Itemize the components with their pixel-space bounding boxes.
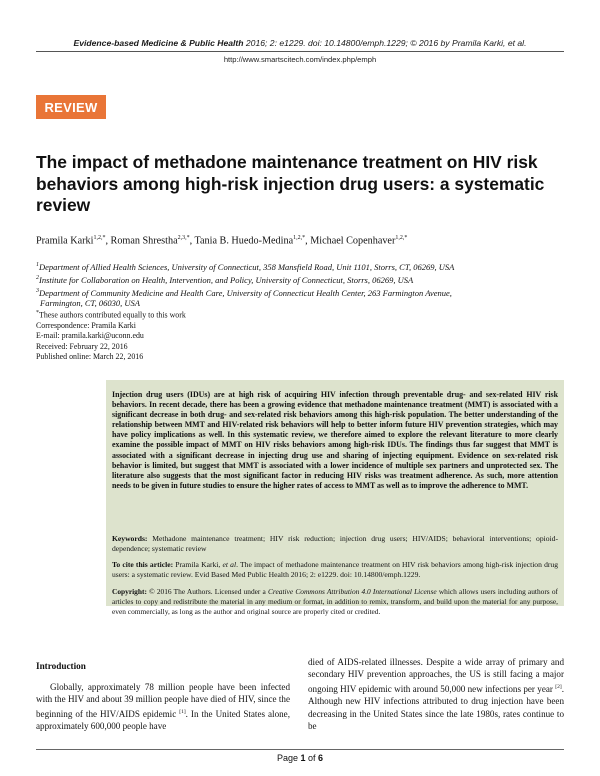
header-divider [36,51,564,52]
paragraph-text: died of AIDS-related illnesses. Despite a wide array of primary and secondary HIV prevention approaches, the US is still facing a major ongoing HIV epidemic with around 50,000 new infections per year [308,657,564,694]
page-total: 6 [318,753,324,763]
author-affil: 1,2,* [93,235,106,241]
author-list: Pramila Karki$^{1,2,*}$, Roman Shrestha$^{2,3,*}$, Tania B. Huedo-Medina$^{1,2,*}$, Michael Copenhaver$^{1,2,*}$ [36,235,408,247]
published-date: Published online: March 22, 2016 [36,351,144,361]
copyright-post: which allows users including authors of articles to copy and redistribute the material in any medium or format, in addition to remix, transform, and build upon the material for any purpose, even commercially, as long as the author and original source are properly cited or credited. [112,587,558,616]
affiliation-number: 3 [36,287,39,294]
copyright-block [112,587,558,616]
cite-etal: et al [222,560,237,569]
affiliation-number: 2 [36,274,39,281]
reference-marker[interactable]: [2] [555,683,562,690]
author-affil: 1,2,* [293,235,306,241]
affiliation-text: Department of Community Medicine and Health Care, University of Connecticut Health Center, 263 Farmington Avenue, [39,287,452,298]
equal-contribution-text: These authors contributed equally to this work [39,310,186,320]
page-current: 1 [300,753,306,763]
paragraph-text: Globally, approximately 78 million people have been infected with the HIV and about 39 million people have died of HIV, since the beginning of the HIV/AIDS epidemic [36,682,290,719]
paragraph-text: . Although new HIV infections attributed to drug injection have been decreasing in the United States since the late 1980s, rates continue to be [308,683,564,732]
author-name: Pramila Karki [36,235,94,247]
keywords-label: Keywords: [112,534,148,543]
page-of: of [305,753,319,763]
affiliation [36,260,556,273]
keywords-text: Methadone maintenance treatment; HIV risk reduction; injection drug users; HIV/AIDS; behavioral interventions; opioid-dependence; systematic review [112,534,558,554]
affiliation [36,286,556,299]
article-title: The impact of methadone maintenance treatment on HIV risk behaviors among high-risk injection drug users: a systematic review [36,152,545,215]
affiliation-text: Institute for Collaboration on Health, Intervention, and Policy, University of Connecticut, Storrs, 06269, USA [39,274,414,285]
journal-etal: et al. [507,38,527,48]
paragraph [308,656,564,732]
body-column-left [36,681,290,733]
footer-divider [36,749,564,750]
page-number [0,753,600,763]
journal-name: Evidence-based Medicine & Public Health [73,38,244,48]
article-type-badge: REVIEW [36,95,106,119]
cite-pre: Pramila Karki, [173,560,223,569]
copyright-label: Copyright: [112,587,147,596]
reference-marker[interactable]: [1] [179,708,186,715]
journal-citation: 2016; 2: e1229. doi: 10.14800/emph.1229; © 2016 by Pramila Karki, [243,38,508,48]
cite-label: To cite this article: [112,560,174,569]
affiliation-text: Farmington, CT, 06030, USA [40,298,140,309]
journal-header [0,38,600,48]
abstract-text: Injection drug users (IDUs) are at high risk of acquiring HIV infection through preventable drug- and sex-related HIV risk behaviors. In recent decade, there has been a growing evidence that methadone maintenance treatment (MMT) is associated with a significant decrease in both drug- and sex-related risk behaviors among this high-risk population. The better understanding of the relationship between MMT and HIV-related risk behaviors will help to better inform future HIV prevention strategies, which may have policy implications as well. In this systematic review, we therefore aimed to explore the relevant literature to more clearly examine the possible impact of MMT on HIV risks behaviors among high-risk IDUs. The findings thus far suggest that MMT is associated with a significant decrease in injecting drug use and sharing of injecting equipment. Evidence on sex-related risk behavior is limited, but suggest that MMT is associated with a lower incidence of multiple sex partners and unprotected sex. The literature also suggests that the most significant factor in reducing HIV risks was treatment adherence. As such, more attention needs to be given in future studies to ensure the higher rates of access to MMT as well as to improve the adherence to MMT. [112,390,558,490]
email[interactable]: E-mail: pramila.karki@uconn.edu [36,331,144,341]
affiliation-text: Department of Allied Health Sciences, University of Connecticut, 358 Mansfield Road, Unit 1101, Storrs, CT, 06269, USA [39,261,455,272]
journal-url[interactable]: http://www.smartscitech.com/index.php/emph [223,55,377,64]
author-name: Tania B. Huedo-Medina [194,235,294,247]
paragraph-text: . In the United States alone, approximately 600,000 people have [36,708,290,732]
equal-contribution-note: *These authors contributed equally to this work [36,310,186,320]
copyright-pre: © 2016 The Authors. Licensed under a [146,587,268,596]
page-label: Page [276,753,301,763]
affiliations [36,260,556,309]
section-heading: Introduction [36,661,86,671]
author-name: Michael Copenhaver [310,235,396,247]
cite-post: . The impact of methadone maintenance treatment on HIV risk behaviors among high-risk injection drug users: a systematic review. Evid Based Med Public Health 2016; 2: e1229. doi: 10.14800/emph.1229. [112,560,558,580]
author-affil: 1,2,* [395,235,408,241]
license-link[interactable]: Creative Commons Attribution 4.0 International License [267,587,437,596]
correspondence: Correspondence: Pramila Karki [36,320,136,330]
received-date: Received: February 22, 2016 [36,341,128,351]
paragraph [36,681,290,733]
author-name: Roman Shrestha [110,235,178,247]
article-meta [36,308,436,362]
affiliation-number: 1 [36,262,39,268]
affiliation [36,273,556,286]
author-affil: 2,3,* [177,235,190,241]
keywords [112,534,558,554]
citation-block [112,560,558,580]
body-column-right [308,656,564,732]
